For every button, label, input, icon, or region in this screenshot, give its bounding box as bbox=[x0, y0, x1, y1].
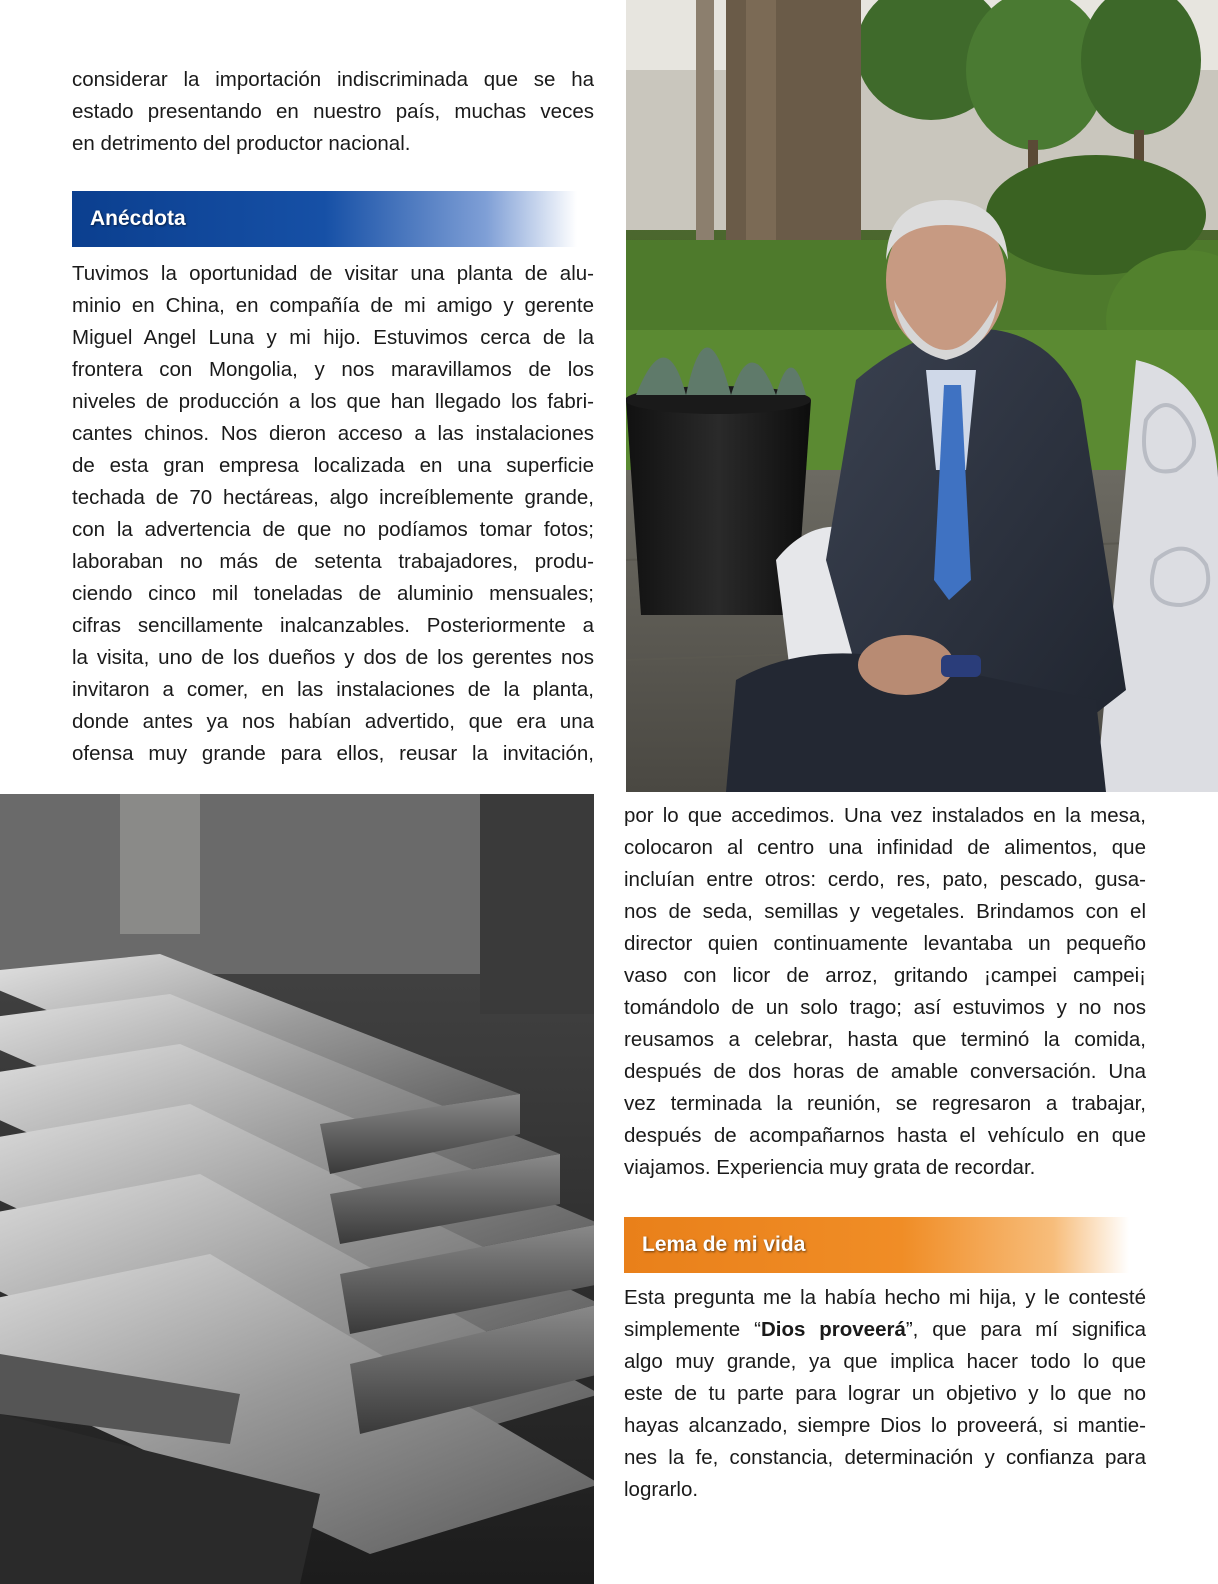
intro-line: estado presentando en nuestro país, muchas veces bbox=[72, 100, 594, 123]
anecdota-line: ciendo cinco mil toneladas de aluminio mensuales; bbox=[72, 582, 594, 605]
anecdota-line: vez terminada la reunión, se regresaron a trabajar, bbox=[624, 1092, 1146, 1115]
anecdota-line: reusamos a celebrar, hasta que terminó la comida, bbox=[624, 1028, 1146, 1051]
anecdota-line: cifras sencillamente inalcanzables. Posteriormente a bbox=[72, 614, 594, 637]
anecdota-header bbox=[72, 191, 577, 247]
anecdota-line: nos de seda, semillas y vegetales. Brindamos con el bbox=[624, 900, 1146, 923]
aluminum-ingots-photo bbox=[0, 794, 594, 1584]
anecdota-line: minio en China, en compañía de mi amigo y gerente bbox=[72, 294, 594, 317]
intro-line: considerar la importación indiscriminada que se ha bbox=[72, 68, 594, 91]
lema-paragraph bbox=[624, 1282, 1146, 1506]
anecdota-line: la visita, uno de los dueños y dos de los gerentes nos bbox=[72, 646, 594, 669]
anecdota-title: Anécdota bbox=[90, 207, 186, 230]
lema-line: algo muy grande, ya que implica hacer todo lo que bbox=[624, 1350, 1146, 1373]
anecdota-line: colocaron al centro una infinidad de alimentos, que bbox=[624, 836, 1146, 859]
anecdota-line: con la advertencia de que no podíamos tomar fotos; bbox=[72, 518, 594, 541]
dios-proveera-emphasis: Dios proveerá bbox=[760, 1318, 906, 1341]
lema-line: este de tu parte para lograr un objetivo y lo que no bbox=[624, 1382, 1146, 1405]
anecdota-line: Tuvimos la oportunidad de visitar una planta de alu- bbox=[72, 262, 594, 285]
anecdota-paragraph bbox=[72, 258, 594, 770]
anecdota-line: después de dos horas de amable conversación. Una bbox=[624, 1060, 1146, 1083]
lema-header bbox=[624, 1217, 1129, 1273]
lema-text: simplemente “ bbox=[624, 1318, 761, 1341]
anecdota-line: viajamos. Experiencia muy grata de recordar. bbox=[624, 1156, 1036, 1179]
anecdota-line: vaso con licor de arroz, gritando ¡campei campei¡ bbox=[624, 964, 1146, 987]
ingots-illustration bbox=[0, 794, 594, 1584]
anecdota-line: frontera con Mongolia, y nos maravillamos de los bbox=[72, 358, 594, 381]
anecdota-line: Miguel Angel Luna y mi hijo. Estuvimos cerca de la bbox=[72, 326, 594, 349]
portrait-photo bbox=[626, 0, 1218, 792]
intro-line: en detrimento del productor nacional. bbox=[72, 132, 411, 155]
anecdota-line: laboraban no más de setenta trabajadores, produ- bbox=[72, 550, 594, 573]
lema-title: Lema de mi vida bbox=[642, 1233, 806, 1256]
anecdota-line: incluían entre otros: cerdo, res, pato, pescado, gusa- bbox=[624, 868, 1146, 891]
anecdota-line: ofensa muy grande para ellos, reusar la invitación, bbox=[72, 742, 594, 765]
anecdota-line: de esta gran empresa localizada en una superficie bbox=[72, 454, 594, 477]
lema-line: Esta pregunta me la había hecho mi hija, y le contesté bbox=[624, 1286, 1146, 1309]
anecdota-line: tomándolo de un solo trago; así estuvimos y no nos bbox=[624, 996, 1146, 1019]
anecdota-line: invitaron a comer, en las instalaciones de la planta, bbox=[72, 678, 594, 701]
anecdota-line: cantes chinos. Nos dieron acceso a las instalaciones bbox=[72, 422, 594, 445]
anecdota-line: techada de 70 hectáreas, algo increíblemente grande, bbox=[72, 486, 594, 509]
anecdota-line: director quien continuamente levantaba un pequeño bbox=[624, 932, 1146, 955]
lema-line bbox=[624, 1314, 1146, 1346]
lema-line: nes la fe, constancia, determinación y confianza para bbox=[624, 1446, 1146, 1469]
anecdota-line: niveles de producción a los que han llegado los fabri- bbox=[72, 390, 594, 413]
lema-line: lograrlo. bbox=[624, 1478, 699, 1501]
lema-text: ”, que para mí significa bbox=[905, 1318, 1146, 1341]
lema-line: hayas alcanzado, siempre Dios lo proveerá, si mantie- bbox=[624, 1414, 1146, 1437]
anecdota-line: donde antes ya nos habían advertido, que era una bbox=[72, 710, 594, 733]
portrait-illustration bbox=[626, 0, 1218, 792]
anecdota-line: después de acompañarnos hasta el vehículo en que bbox=[624, 1124, 1146, 1147]
intro-paragraph bbox=[72, 64, 594, 160]
anecdota-continuation bbox=[624, 800, 1146, 1184]
anecdota-line: por lo que accedimos. Una vez instalados en la mesa, bbox=[624, 804, 1146, 827]
